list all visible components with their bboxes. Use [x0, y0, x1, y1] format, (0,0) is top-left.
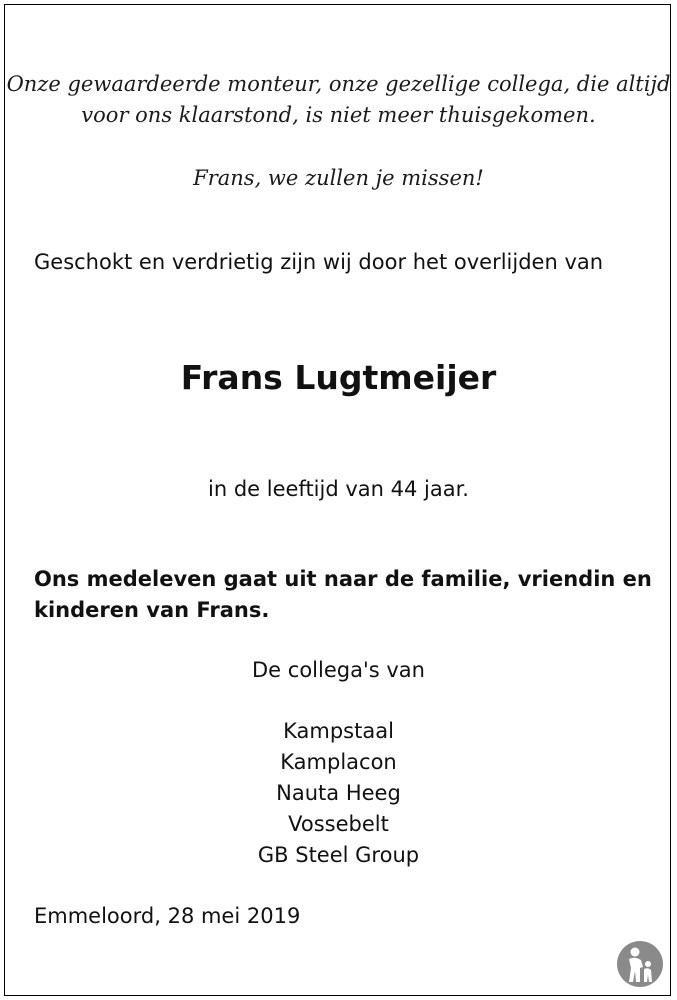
intro-line-3: Frans, we zullen je missen!: [193, 166, 484, 190]
company-item: Kamplacon: [280, 750, 397, 774]
company-item: Kampstaal: [283, 719, 394, 743]
mourning-figure-icon: [616, 940, 664, 988]
company-item: Vossebelt: [288, 812, 389, 836]
company-item: Nauta Heeg: [276, 781, 401, 805]
condolence-line-2: kinderen van Frans.: [34, 598, 270, 622]
condolence-line-1: Ons medeleven gaat uit naar de familie, vriendin en: [34, 567, 652, 591]
signoff-text: De collega's van: [252, 658, 425, 682]
announcement-text: Geschokt en verdrietig zijn wij door het overlijden van: [34, 250, 604, 274]
intro-line-2: voor ons klaarstond, is niet meer thuisgekomen.: [81, 103, 596, 127]
place-date: Emmeloord, 28 mei 2019: [34, 904, 301, 928]
deceased-name: Frans Lugtmeijer: [180, 358, 497, 397]
age-line: in de leeftijd van 44 jaar.: [208, 477, 469, 501]
intro-line-1: Onze gewaardeerde monteur, onze gezellige collega, die altijd: [6, 72, 671, 96]
company-item: GB Steel Group: [257, 843, 420, 867]
